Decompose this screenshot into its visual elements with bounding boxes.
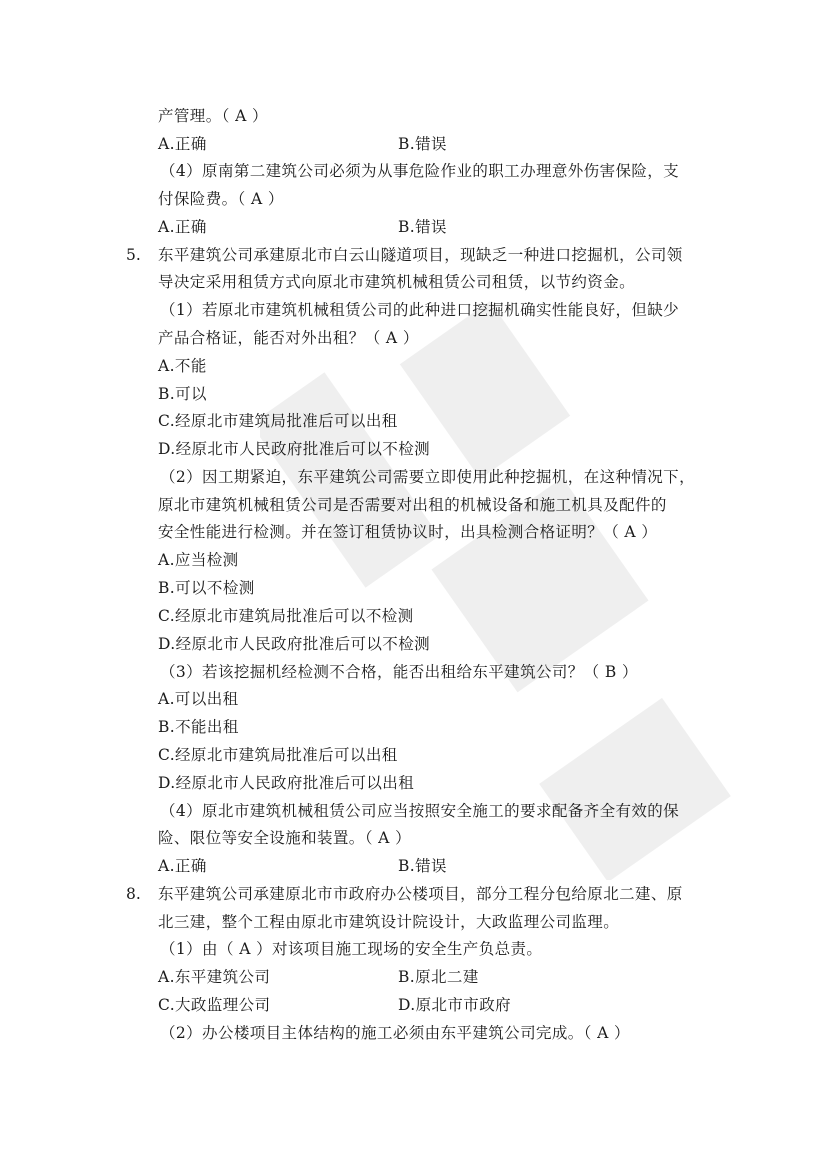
text-line: 原北市建筑机械租赁公司是否需要对出租的机械设备和施工机具及配件的 — [158, 496, 667, 514]
text-line: 产管理。（ A ） — [158, 107, 268, 125]
case-5-intro: 东平建筑公司承建原北市白云山隧道项目，现缺乏一种进口挖掘机，公司领 — [158, 246, 683, 264]
text-line: 险、限位等安全设施和装置。（ A ） — [158, 829, 411, 847]
option-b: B.不能出租 — [158, 718, 239, 736]
option-c: C.经原北市建筑局批准后可以出租 — [158, 746, 398, 764]
option-c: C.经原北市建筑局批准后可以出租 — [158, 412, 398, 430]
item-number-8: 8. — [126, 885, 141, 903]
option-a: A.正确 — [158, 857, 207, 875]
question-3: （3）若该挖掘机经检测不合格，能否出租给东平建筑公司？（ B ） — [160, 663, 638, 681]
option-b: B.可以不检测 — [158, 579, 255, 597]
text-line: 付保险费。（ A ） — [158, 190, 284, 208]
question-2: （2）办公楼项目主体结构的施工必须由东平建筑公司完成。（ A ） — [160, 1024, 630, 1042]
option-b: B.错误 — [398, 135, 447, 153]
question-2: （2）因工期紧迫，东平建筑公司需要立即使用此种挖掘机，在这种情况下， — [160, 468, 695, 486]
text-line: 导决定采用租赁方式向原北市建筑机械租赁公司租赁，以节约资金。 — [158, 273, 636, 291]
option-b: B.错误 — [398, 218, 447, 236]
option-a: A.应当检测 — [158, 551, 239, 569]
option-d: D.原北市市政府 — [398, 996, 512, 1014]
option-a: A.东平建筑公司 — [158, 968, 271, 986]
option-a: A.正确 — [158, 218, 207, 236]
question-4: （4）原北市建筑机械租赁公司应当按照安全施工的要求配备齐全有效的保 — [160, 802, 680, 820]
option-d: D.经原北市人民政府批准后可以不检测 — [158, 635, 431, 653]
option-d: D.经原北市人民政府批准后可以不检测 — [158, 440, 431, 458]
option-a: A.可以出租 — [158, 690, 239, 708]
option-b: B.原北二建 — [398, 968, 479, 986]
question-4: （4）原南第二建筑公司必须为从事危险作业的职工办理意外伤害保险，支 — [160, 162, 680, 180]
question-1: （1）由（ A ）对该项目施工现场的安全生产负总责。 — [160, 940, 543, 958]
option-b: B.错误 — [398, 857, 447, 875]
question-1: （1）若原北市建筑机械租赁公司的此种进口挖掘机确实性能良好，但缺少 — [160, 301, 680, 319]
text-line: 北三建，整个工程由原北市建筑设计院设计，大政监理公司监理。 — [158, 913, 620, 931]
item-number-5: 5. — [126, 246, 141, 264]
text-line: 产品合格证，能否对外出租？（ A ） — [158, 329, 419, 347]
case-8-intro: 东平建筑公司承建原北市市政府办公楼项目，部分工程分包给原北二建、原 — [158, 885, 683, 903]
option-a: A.正确 — [158, 135, 207, 153]
option-a: A.不能 — [158, 357, 207, 375]
option-c: C.经原北市建筑局批准后可以不检测 — [158, 607, 414, 625]
option-b: B.可以 — [158, 385, 207, 403]
option-c: C.大政监理公司 — [158, 996, 271, 1014]
option-d: D.经原北市人民政府批准后可以出租 — [158, 774, 415, 792]
text-line: 安全性能进行检测。并在签订租赁协议时，出具检测合格证明？（ A ） — [158, 523, 658, 541]
